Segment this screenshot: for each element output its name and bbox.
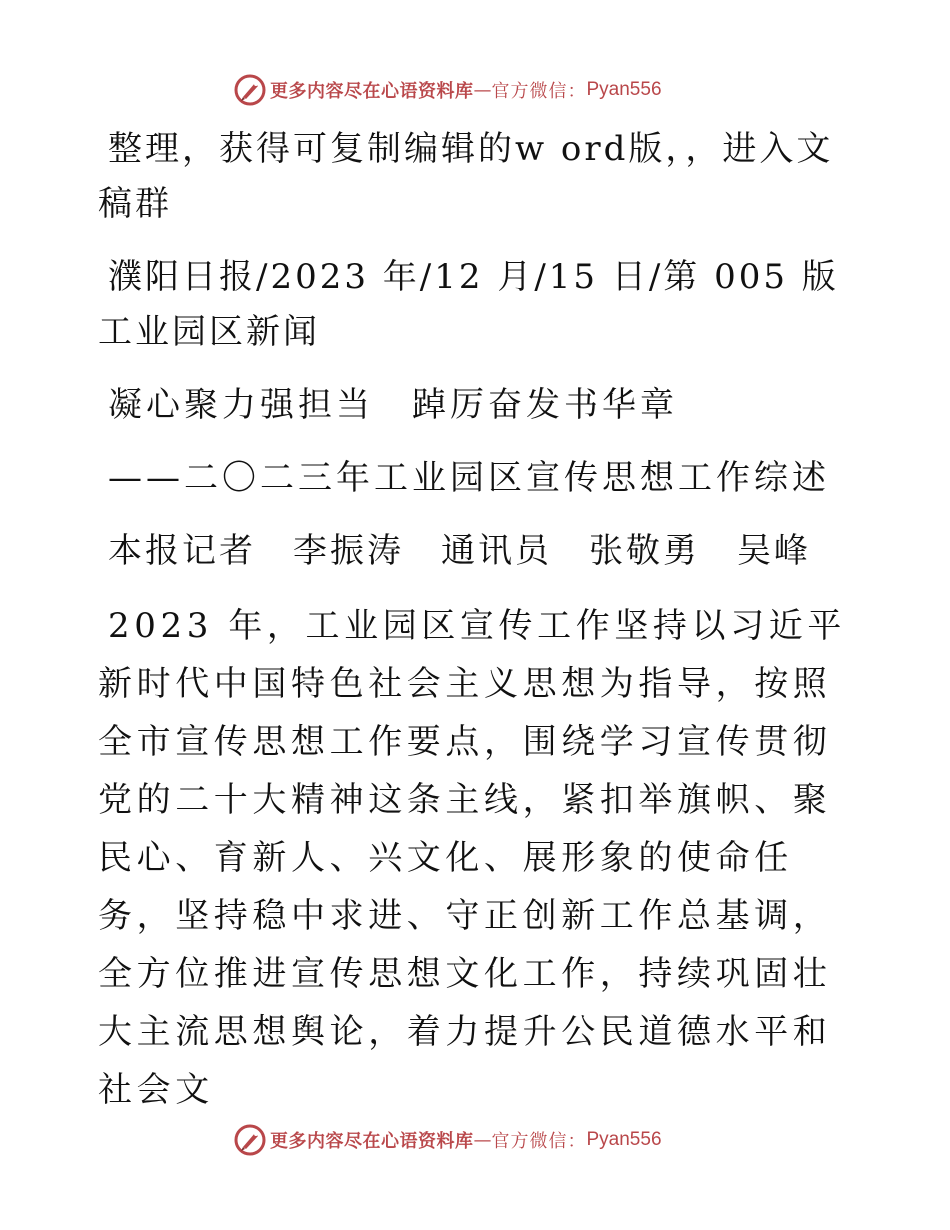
intro-paragraph: 整理，获得可复制编辑的w ord版，，进入文稿群 xyxy=(98,129,834,224)
footer-brand-text: 更多内容尽在心语资料库 xyxy=(270,1131,474,1152)
footer-official-label: 官方微信： xyxy=(491,1131,587,1152)
article-subheadline: ——二〇二三年工业园区宣传思想工作综述 xyxy=(108,458,830,498)
article-byline: 本报记者 李振涛 通讯员 张敬勇 吴峰 xyxy=(108,531,811,571)
banner-official-label: 官方微信： xyxy=(491,81,587,102)
article-headline: 凝心聚力强担当 踔厉奋发书华章 xyxy=(108,385,678,425)
footer-dash: — xyxy=(473,1129,492,1151)
article-body-paragraph: 2023 年，工业园区宣传工作坚持以习近平新时代中国特色社会主义思想为指导，按照全市宣传思想工作要点，围绕学习宣传贯彻党的二十大精神这条主线，紧扣举旗帜、聚民心、育新人、兴文化、展形象的使命任务，坚持稳中求进、守正创新工作总基调，全方位推进宣传思想文化工作，持续巩固壮大主流思想舆论，着力提升公民道德水平和社会文 xyxy=(98,606,846,1110)
banner-brand-text: 更多内容尽在心语资料库 xyxy=(270,81,474,102)
source-line: 濮阳日报/2023 年/12 月/15 日/第 005 版工业园区新闻 xyxy=(98,257,839,352)
document-body xyxy=(98,122,858,1137)
banner-wechat-handle: Pyan556 xyxy=(586,79,662,100)
quill-pen-seal-icon xyxy=(234,1124,266,1156)
footer-banner xyxy=(234,1123,662,1157)
banner-dash: — xyxy=(473,79,492,101)
footer-wechat-handle: Pyan556 xyxy=(586,1129,662,1150)
quill-pen-seal-icon xyxy=(234,74,266,106)
header-banner xyxy=(234,73,662,107)
